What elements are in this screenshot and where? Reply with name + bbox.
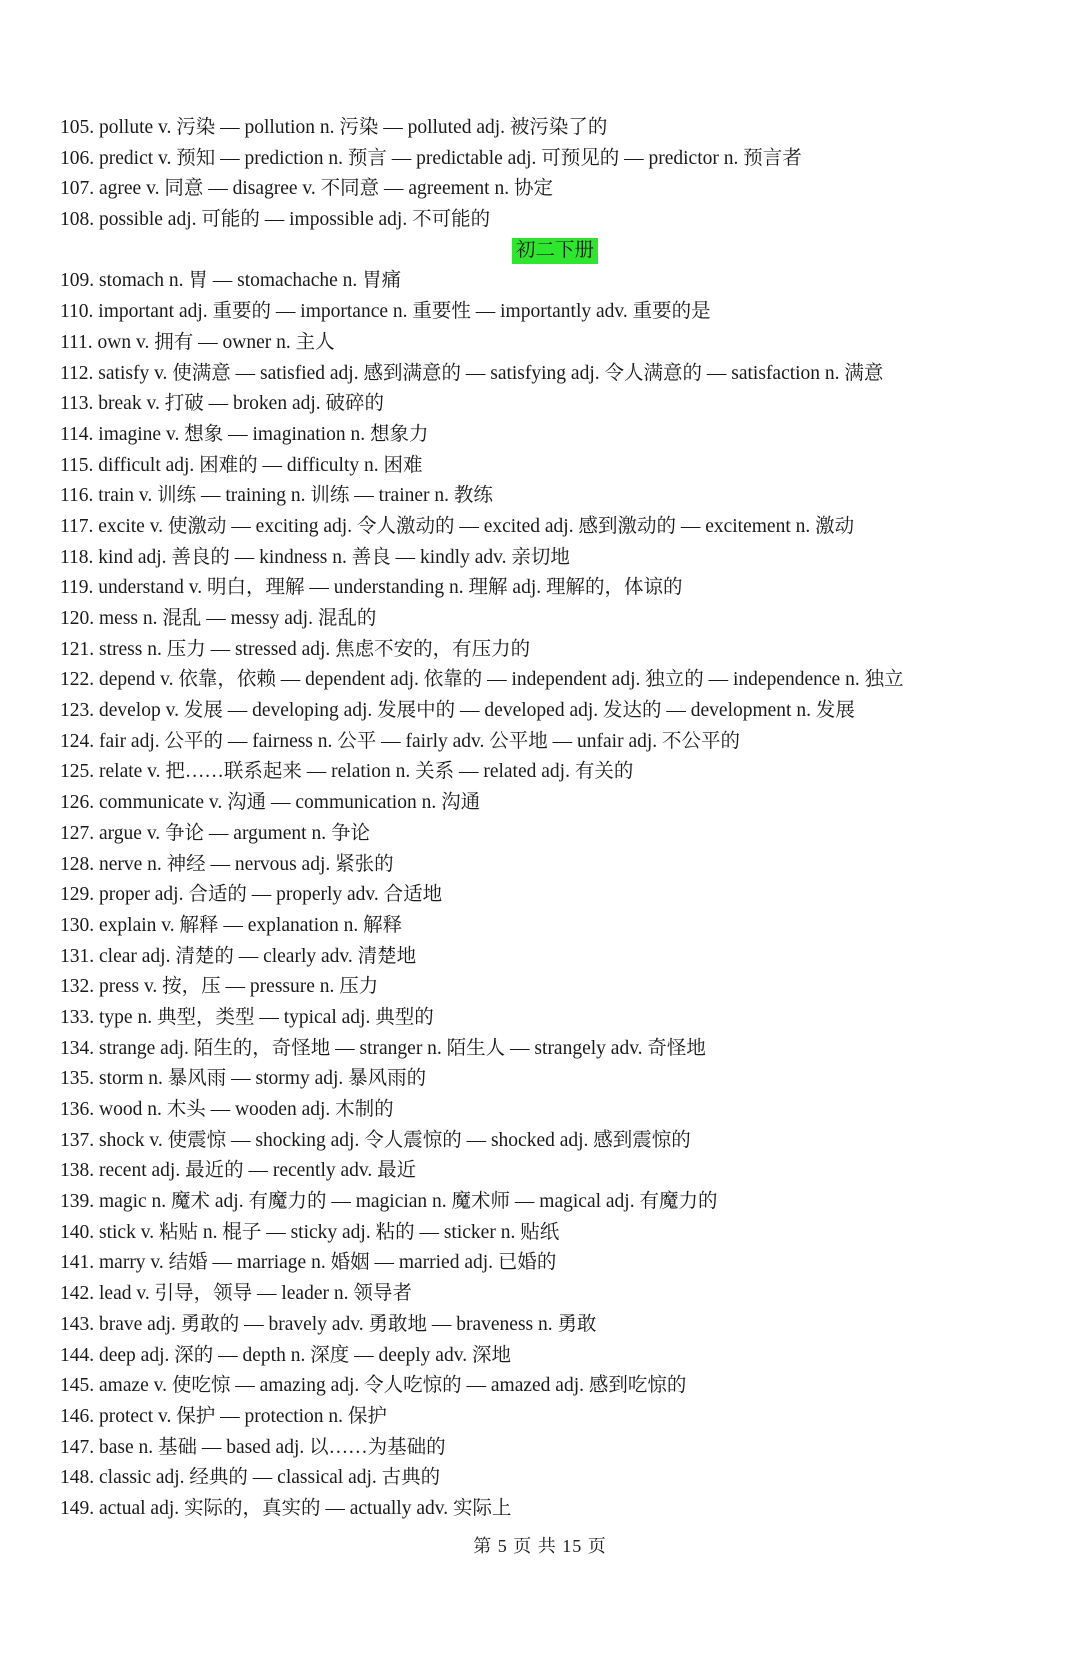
vocab-entry: 113. break v. 打破 — broken adj. 破碎的 [60, 393, 385, 415]
vocabulary-list [60, 113, 1050, 1525]
vocab-entry: 122. depend v. 依靠，依赖 — dependent adj. 依靠的 — independent adj. 独立的 — independence n. 独立 [60, 669, 904, 691]
vocab-entry: 128. nerve n. 神经 — nervous adj. 紧张的 [60, 853, 394, 875]
vocab-entry: 111. own v. 拥有 — owner n. 主人 [60, 331, 335, 353]
vocab-entry: 143. brave adj. 勇敢的 — bravely adv. 勇敢地 — braveness n. 勇敢 [60, 1313, 597, 1335]
vocab-entry: 132. press v. 按，压 — pressure n. 压力 [60, 976, 379, 998]
vocab-entry: 142. lead v. 引导，领导 — leader n. 领导者 [60, 1283, 412, 1305]
vocab-entry: 123. develop v. 发展 — developing adj. 发展中的 — developed adj. 发达的 — development n. 发展 [60, 700, 855, 722]
vocab-entry: 109. stomach n. 胃 — stomachache n. 胃痛 [60, 270, 402, 292]
vocab-entry: 141. marry v. 结婚 — marriage n. 婚姻 — married adj. 已婚的 [60, 1252, 557, 1274]
vocab-entry: 115. difficult adj. 困难的 — difficulty n. 困难 [60, 454, 423, 476]
vocab-entry: 136. wood n. 木头 — wooden adj. 木制的 [60, 1099, 394, 1120]
vocab-entry: 108. possible adj. 可能的 — impossible adj. 不可能的 [60, 209, 491, 231]
vocab-entry: 114. imagine v. 想象 — imagination n. 想象力 [60, 423, 429, 445]
vocab-entry: 130. explain v. 解释 — explanation n. 解释 [60, 914, 403, 936]
vocab-entry: 127. argue v. 争论 — argument n. 争论 [60, 822, 370, 844]
vocab-entry: 135. storm n. 暴风雨 — stormy adj. 暴风雨的 [60, 1068, 427, 1090]
vocab-entry: 112. satisfy v. 使满意 — satisfied adj. 感到满意的 — satisfying adj. 令人满意的 — satisfaction n. 满意 [60, 362, 884, 384]
vocab-entry: 121. stress n. 压力 — stressed adj. 焦虑不安的，有压力的 [60, 638, 531, 660]
vocab-entry: 133. type n. 典型，类型 — typical adj. 典型的 [60, 1006, 434, 1028]
vocab-entry: 146. protect v. 保护 — protection n. 保护 [60, 1405, 387, 1427]
page-footer: 第 5 页 共 15 页 [473, 1536, 607, 1556]
vocab-entry: 138. recent adj. 最近的 — recently adv. 最近 [60, 1160, 417, 1182]
vocab-entry: 117. excite v. 使激动 — exciting adj. 令人激动的 — excited adj. 感到激动的 — excitement n. 激动 [60, 515, 855, 537]
vocab-entry: 125. relate v. 把……联系起来 — relation n. 关系 — related adj. 有关的 [60, 761, 634, 783]
vocab-entry: 140. stick v. 粘贴 n. 棍子 — sticky adj. 粘的 — sticker n. 贴纸 [60, 1221, 560, 1243]
vocab-entry: 106. predict v. 预知 — prediction n. 预言 — predictable adj. 可预见的 — predictor n. 预言者 [60, 147, 802, 169]
vocab-entry: 126. communicate v. 沟通 — communication n. 沟通 [60, 792, 481, 814]
vocab-entry: 139. magic n. 魔术 adj. 有魔力的 — magician n. 魔术师 — magical adj. 有魔力的 [60, 1191, 718, 1213]
vocab-entry: 131. clear adj. 清楚的 — clearly adv. 清楚地 [60, 945, 417, 967]
vocab-entry: 107. agree v. 同意 — disagree v. 不同意 — agreement n. 协定 [60, 178, 553, 200]
vocab-entry: 119. understand v. 明白，理解 — understanding n. 理解 adj. 理解的，体谅的 [60, 577, 683, 599]
vocab-entry: 120. mess n. 混乱 — messy adj. 混乱的 [60, 608, 377, 629]
vocab-entry: 134. strange adj. 陌生的，奇怪地 — stranger n. 陌生人 — strangely adv. 奇怪地 [60, 1037, 706, 1059]
vocab-entry: 105. pollute v. 污染 — pollution n. 污染 — polluted adj. 被污染了的 [60, 117, 608, 138]
vocab-entry: 116. train v. 训练 — training n. 训练 — trainer n. 教练 [60, 485, 493, 507]
vocab-entry: 129. proper adj. 合适的 — properly adv. 合适地 [60, 884, 443, 906]
vocab-entry: 149. actual adj. 实际的，真实的 — actually adv. 实际上 [60, 1497, 512, 1519]
vocab-entry: 145. amaze v. 使吃惊 — amazing adj. 令人吃惊的 — amazed adj. 感到吃惊的 [60, 1375, 687, 1397]
vocab-entry: 110. important adj. 重要的 — importance n. 重要性 — importantly adv. 重要的是 [60, 301, 711, 323]
section-heading: 初二下册 [512, 238, 598, 264]
section-heading-row [60, 236, 1050, 267]
vocab-entry: 137. shock v. 使震惊 — shocking adj. 令人震惊的 — shocked adj. 感到震惊的 [60, 1129, 691, 1151]
vocab-entry: 118. kind adj. 善良的 — kindness n. 善良 — kindly adv. 亲切地 [60, 546, 570, 568]
vocab-entry: 148. classic adj. 经典的 — classical adj. 古典的 [60, 1467, 441, 1489]
vocab-entry: 147. base n. 基础 — based adj. 以……为基础的 [60, 1436, 446, 1458]
vocab-entry: 144. deep adj. 深的 — depth n. 深度 — deeply adv. 深地 [60, 1344, 511, 1366]
vocab-entry: 124. fair adj. 公平的 — fairness n. 公平 — fairly adv. 公平地 — unfair adj. 不公平的 [60, 730, 741, 752]
